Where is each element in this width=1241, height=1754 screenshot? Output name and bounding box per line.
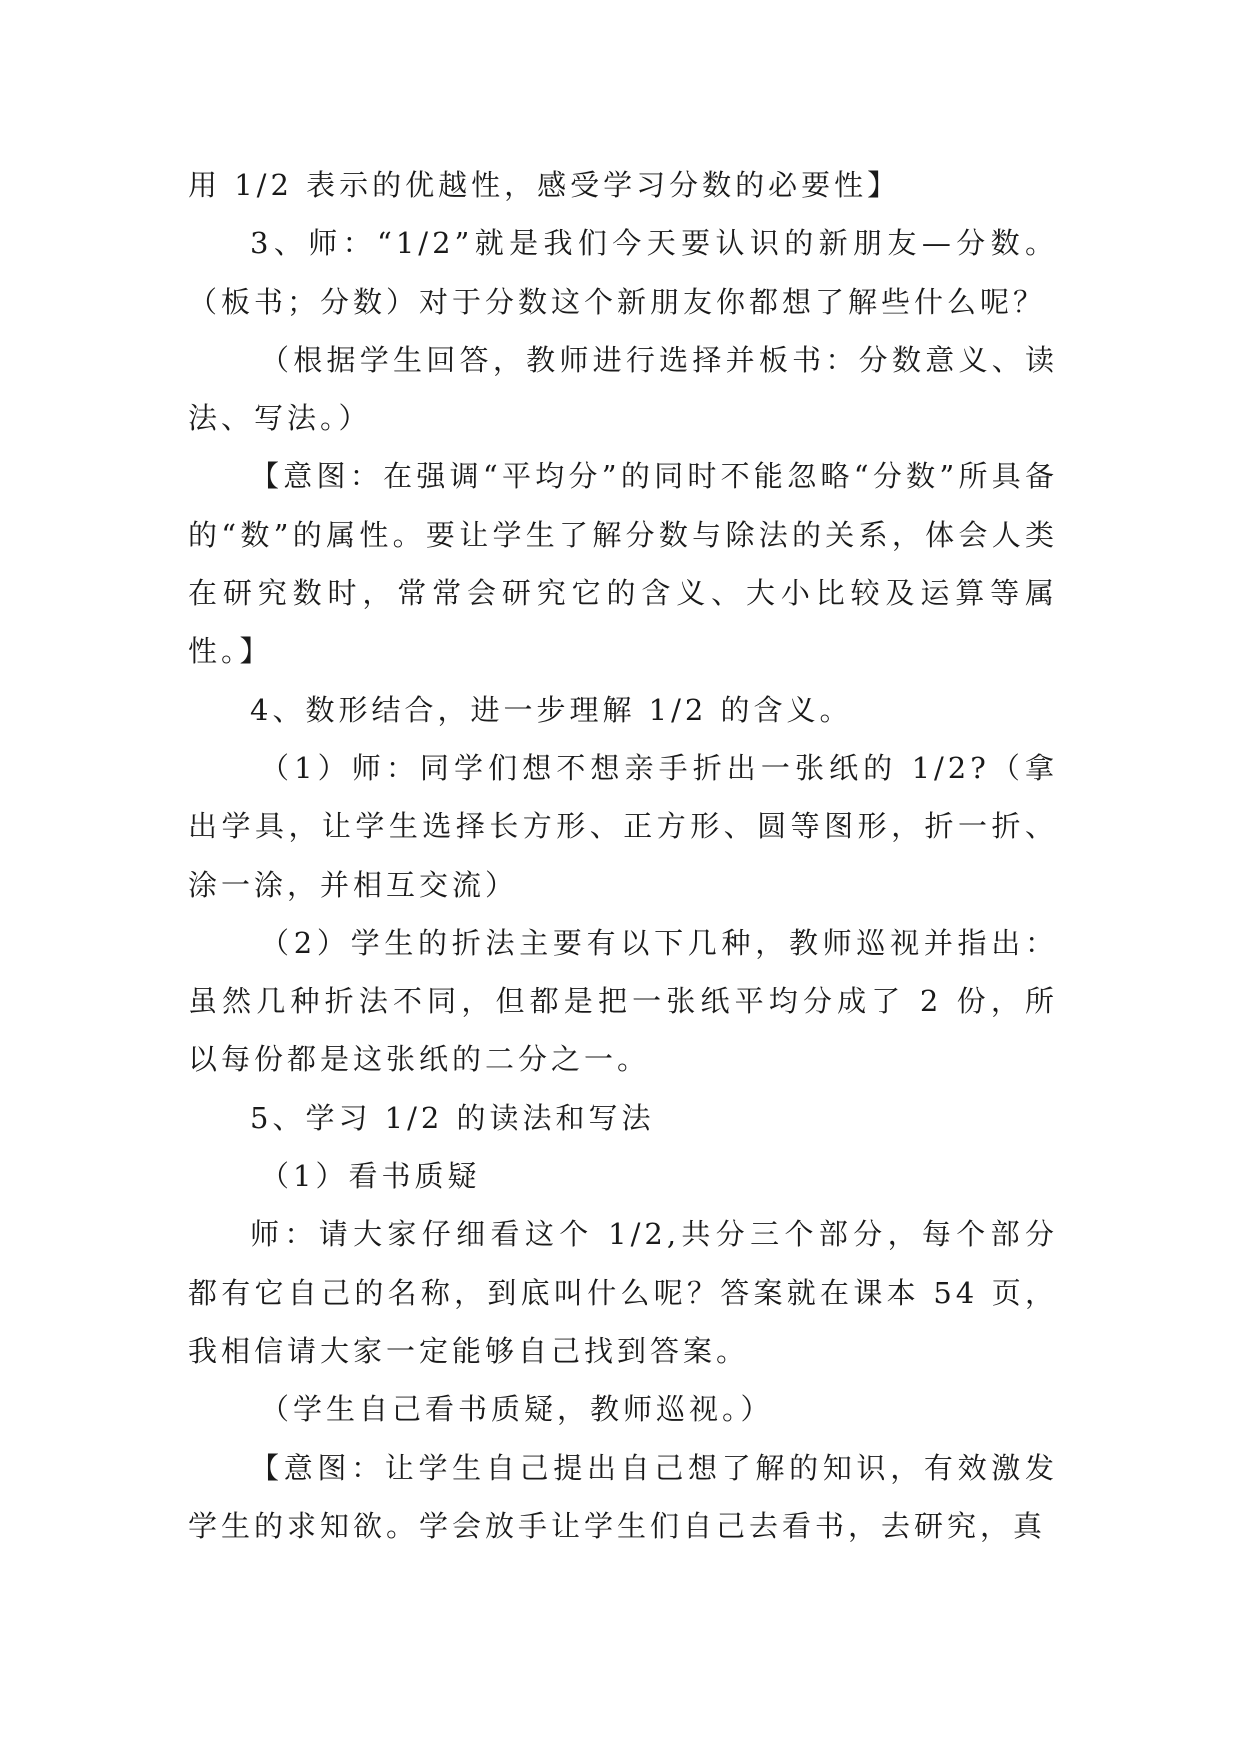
paragraph-7: （2）学生的折法主要有以下几种，教师巡视并指出：虽然几种折法不同，但都是把一张纸平均分成了 2 份，所以每份都是这张纸的二分之一。 [188,925,1058,1077]
paragraph-9: （1）看书质疑 [260,1159,481,1194]
paragraph-2: 3、师：“1/2”就是我们今天要认识的新朋友—分数。（板书；分数）对于分数这个新朋友你都想了解些什么呢？ [188,226,1058,319]
paragraph-5: 4、数形结合，进一步理解 1/2 的含义。 [250,692,853,727]
paragraph-10: 师：请大家仔细看这个 1/2,共分三个部分，每个部分都有它自己的名称，到底叫什么呢？答案就在课本 54 页，我相信请大家一定能够自己找到答案。 [188,1217,1058,1368]
paragraph-1: 用 1/2 表示的优越性，感受学习分数的必要性】 [188,168,901,202]
paragraph-6: （1）师：同学们想不想亲手折出一张纸的 1/2?（拿出学具，让学生选择长方形、正方形、圆等图形，折一折、涂一涂，并相互交流） [188,750,1058,902]
document-body [188,156,1058,1555]
paragraph-8: 5、学习 1/2 的读法和写法 [250,1100,655,1135]
paragraph-3: （根据学生回答，教师进行选择并板书：分数意义、读法、写法。） [188,342,1058,436]
paragraph-12-intent: 【意图：让学生自己提出自己想了解的知识，有效激发学生的求知欲。学会放手让学生们自己去看书，去研究，真 [188,1450,1058,1543]
paragraph-4-intent: 【意图：在强调“平均分”的同时不能忽略“分数”所具备的“数”的属性。要让学生了解分数与除法的关系，体会人类在研究数时，常常会研究它的含义、大小比较及运算等属性。】 [188,459,1058,669]
paragraph-11: （学生自己看书质疑，教师巡视。） [260,1392,774,1427]
